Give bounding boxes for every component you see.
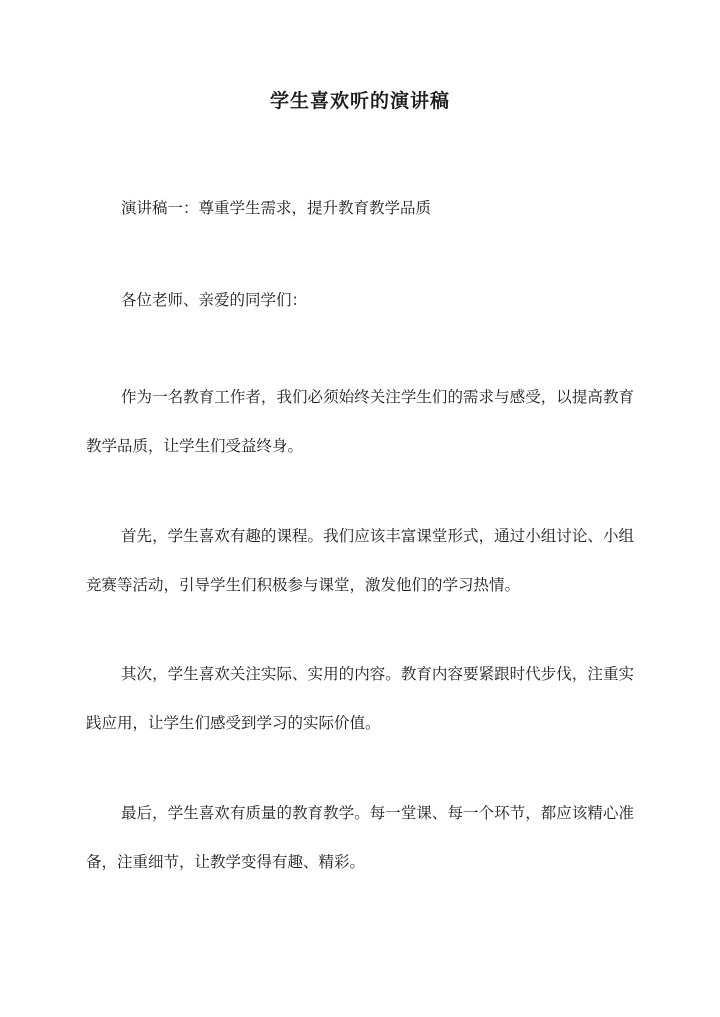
third-point-paragraph: 最后，学生喜欢有质量的教育教学。每一堂课、每一个环节，都应该精心准备，注重细节，让教学变得有趣、精彩。 [86,804,634,871]
page-title: 学生喜欢听的演讲稿 [269,90,450,112]
greeting-paragraph: 各位老师、亲爱的同学们： [121,291,308,309]
first-point-paragraph: 首先，学生喜欢有趣的课程。我们应该丰富课堂形式，通过小组讨论、小组竞赛等活动，引导学生们积极参与课堂，激发他们的学习热情。 [86,527,634,594]
intro-paragraph: 作为一名教育工作者，我们必须始终关注学生们的需求与感受，以提高教育教学品质，让学生们受益终身。 [86,388,634,455]
speech-subtitle: 演讲稿一：尊重学生需求，提升教育教学品质 [121,199,432,217]
second-point-paragraph: 其次，学生喜欢关注实际、实用的内容。教育内容要紧跟时代步伐，注重实践应用，让学生们感受到学习的实际价值。 [86,665,634,732]
